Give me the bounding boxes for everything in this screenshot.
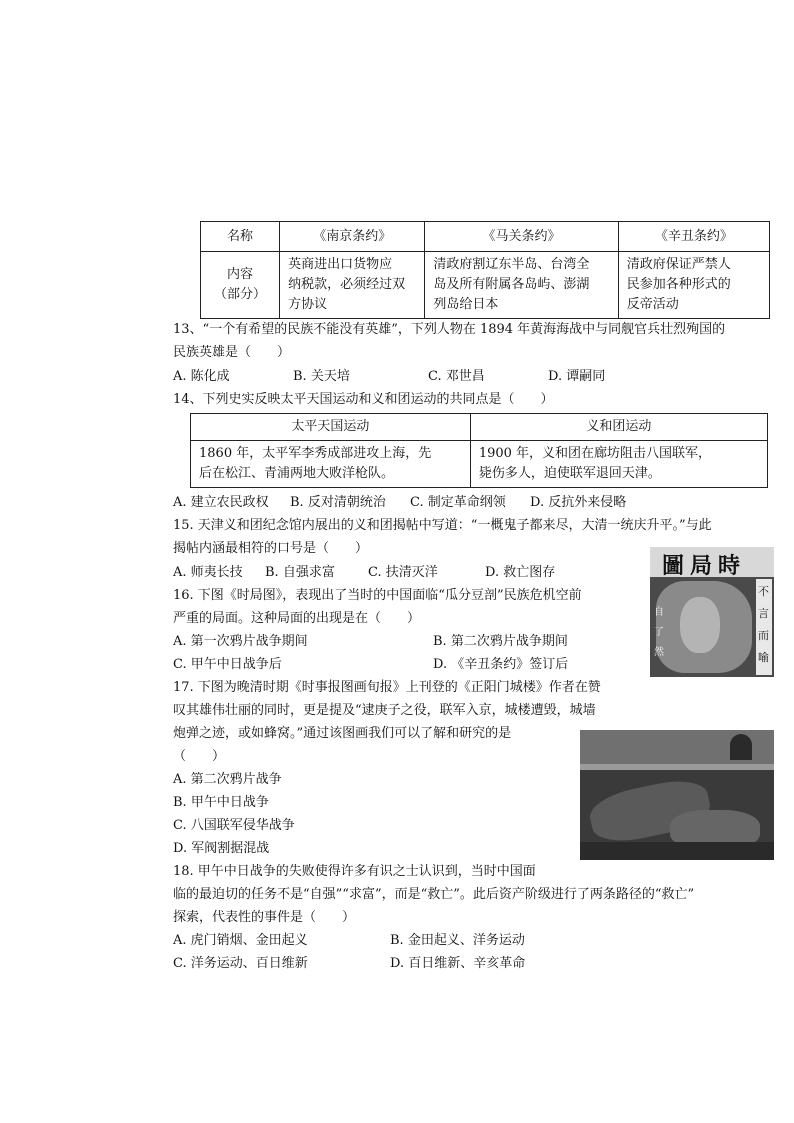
q15-option-c[interactable]: C. 扶清灭洋 <box>368 565 438 580</box>
q17-stem-line4: （ ） <box>173 749 226 764</box>
q14-table <box>190 413 768 488</box>
cell-line: 毙伤多人，迫使联军退回天津。 <box>478 466 661 481</box>
q18-stem-line1: 18. 甲午中日战争的失败使得许多有识之士认识到，当时中国面 <box>173 864 536 879</box>
cell-line: 反帝活动 <box>626 297 679 312</box>
q17-stem-line2: 叹其雄伟壮丽的同时，更是提及“逮庚子之役，联军入京，城楼遭毁，城墙 <box>173 703 596 718</box>
q13-option-b[interactable]: B. 关天培 <box>293 369 350 384</box>
cell-line: 岛及所有附属各岛屿、澎湖 <box>433 277 590 292</box>
treaty-table-header-name: 名称 <box>201 222 280 252</box>
treaty-table-row-label <box>201 252 280 319</box>
q18-option-b[interactable]: B. 金田起义、洋务运动 <box>390 933 525 948</box>
q13-option-a[interactable]: A. 陈化成 <box>173 369 230 384</box>
q15-option-a[interactable]: A. 师夷长技 <box>173 565 243 580</box>
ground <box>580 842 774 860</box>
q14-stem: 14、下列史实反映太平天国运动和义和团运动的共同点是（ ） <box>173 392 554 407</box>
q16-option-b[interactable]: B. 第二次鸦片战争期间 <box>433 634 568 649</box>
cell-line: 纳税款，必须经过双 <box>288 277 406 292</box>
shijutu-image <box>650 547 774 677</box>
q18-option-c[interactable]: C. 洋务运动、百日维新 <box>173 956 308 971</box>
treaty-table <box>200 221 770 319</box>
shijutu-left-text: 自了然 <box>654 607 664 658</box>
cell-line: 方协议 <box>288 297 328 312</box>
q17-option-b[interactable]: B. 甲午中日战争 <box>173 795 269 810</box>
q14-option-c[interactable]: C. 制定革命纲领 <box>410 495 506 510</box>
q15-option-b[interactable]: B. 自强求富 <box>265 565 335 580</box>
q14-option-a[interactable]: A. 建立农民政权 <box>173 495 269 510</box>
cell-line: 清政府割辽东半岛、台湾全 <box>433 257 590 272</box>
q14-table-header-yihetuan: 义和团运动 <box>470 414 767 441</box>
q18-stem-line3: 探索，代表性的事件是（ ） <box>173 910 356 925</box>
q14-table-header-taiping: 太平天国运动 <box>191 414 471 441</box>
q16-option-d[interactable]: D. 《辛丑条约》签订后 <box>433 657 569 672</box>
shijutu-title: 圖局時 <box>662 553 747 579</box>
q18-stem-line2: 临的最迫切的任务不是“自强”“求富”，而是“救亡”。此后资产阶级进行了两条路径的“救亡” <box>173 887 695 902</box>
q18-option-d[interactable]: D. 百日维新、辛亥革命 <box>390 956 526 971</box>
cell-line: 民参加各种形式的 <box>626 277 731 292</box>
q17-stem-line1: 17. 下图为晚清时期《时事报图画旬报》上刊登的《正阳门城楼》作者在赞 <box>173 680 601 695</box>
q16-option-c[interactable]: C. 甲午中日战争后 <box>173 657 282 672</box>
q16-stem-line2: 严重的局面。这种局面的出现是在（ ） <box>173 611 421 626</box>
q14-table-cell-yihetuan <box>470 441 767 488</box>
treaty-table-header-maguan: 《马关条约》 <box>425 222 618 252</box>
cell-line: 英商进出口货物应 <box>288 257 393 272</box>
q14-option-d[interactable]: D. 反抗外来侵略 <box>530 495 627 510</box>
treaty-table-header-nanjing: 《南京条约》 <box>280 222 425 252</box>
zhengyangmen-image <box>580 730 774 860</box>
treaty-table-cell-xinchou <box>618 252 769 319</box>
cell-line: 后在松江、青浦两地大败洋枪队。 <box>199 466 395 481</box>
row-label-line: （部分） <box>214 287 267 302</box>
treaty-table-cell-nanjing <box>280 252 425 319</box>
shijutu-side-text: 不言而喻 <box>758 585 769 664</box>
q13-stem-line2: 民族英雄是（ ） <box>173 345 291 360</box>
wall-top <box>580 764 774 770</box>
q16-stem-line1: 16. 下图《时局图》，表现出了当时的中国面临“瓜分豆剖”民族危机空前 <box>173 588 582 603</box>
treaty-table-cell-maguan <box>425 252 618 319</box>
q17-stem-line3: 炮弹之迹，或如蜂窝。”通过该图画我们可以了解和研究的是 <box>173 726 512 741</box>
q15-option-d[interactable]: D. 救亡图存 <box>485 565 556 580</box>
q16-option-a[interactable]: A. 第一次鸦片战争期间 <box>173 634 308 649</box>
q14-table-cell-taiping <box>191 441 471 488</box>
q13-option-d[interactable]: D. 谭嗣同 <box>548 369 606 384</box>
q15-stem-line2: 揭帖内涵最相符的口号是（ ） <box>173 541 369 556</box>
q17-option-d[interactable]: D. 军阀割据混战 <box>173 841 270 856</box>
map-figure <box>680 597 720 653</box>
row-label-line: 内容 <box>227 267 254 282</box>
cell-line: 列岛给日本 <box>433 297 499 312</box>
q13-option-c[interactable]: C. 邓世昌 <box>428 369 485 384</box>
q17-option-a[interactable]: A. 第二次鸦片战争 <box>173 772 282 787</box>
q17-option-c[interactable]: C. 八国联军侵华战争 <box>173 818 295 833</box>
cell-line: 1900 年，义和团在廊坊阻击八国联军， <box>478 446 712 461</box>
cell-line: 清政府保证严禁人 <box>626 257 731 272</box>
wall-gate <box>730 734 752 760</box>
q18-option-a[interactable]: A. 虎门销烟、金田起义 <box>173 933 308 948</box>
q15-stem-line1: 15. 天津义和团纪念馆内展出的义和团揭帖中写道：“一概鬼子都来尽，大清一统庆升平。”与此 <box>173 518 712 533</box>
q13-stem-line1: 13、“一个有希望的民族不能没有英雄”，下列人物在 1894 年黄海海战中与同舰官兵壮烈殉国的 <box>173 322 726 337</box>
q14-option-b[interactable]: B. 反对清朝统治 <box>290 495 386 510</box>
cell-line: 1860 年，太平军李秀成部进攻上海，先 <box>199 446 432 461</box>
treaty-table-header-xinchou: 《辛丑条约》 <box>618 222 769 252</box>
